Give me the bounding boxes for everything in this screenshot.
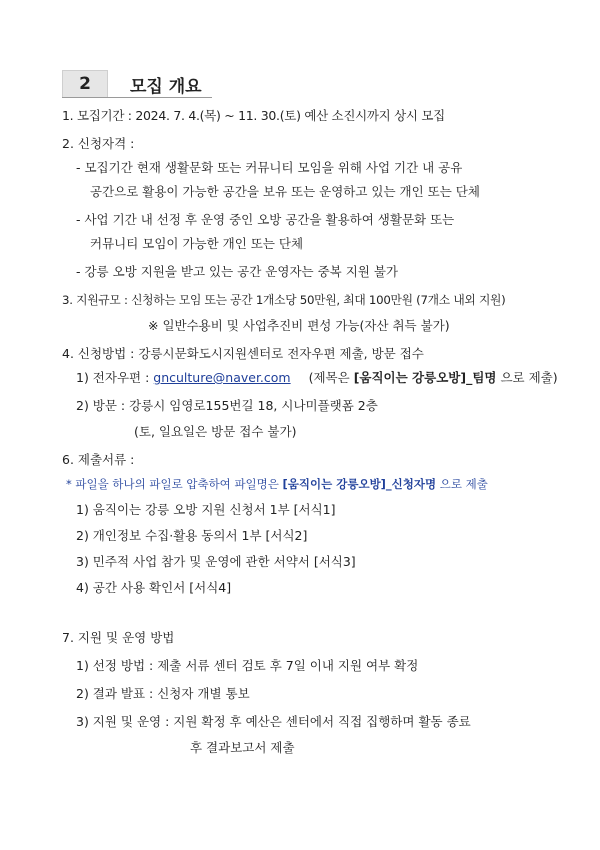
- documents-heading: 6. 제출서류 :: [62, 452, 135, 467]
- eligibility-bullet-2-line-1: - 사업 기간 내 선정 후 운영 중인 오방 공간을 활용하여 생활문화 또는: [76, 212, 455, 227]
- document-item-3: 3) 민주적 사업 참가 및 운영에 관한 서약서 [서식3]: [76, 554, 356, 569]
- email-label: 1) 전자우편 :: [76, 370, 154, 385]
- visit-submission: 2) 방문 : 강릉시 임영로155번길 18, 시나미플랫폼 2층: [76, 398, 378, 413]
- documents-note-post: 으로 제출: [436, 477, 488, 491]
- support-scale-note: ※ 일반수용비 및 사업추진비 편성 가능(자산 취득 불가): [148, 318, 450, 333]
- eligibility-heading: 2. 신청자격 :: [62, 136, 135, 151]
- email-subject-post: 으로 제출): [496, 370, 558, 385]
- documents-note-pre: * 파일을 하나의 파일로 압축하여 파일명은: [66, 477, 283, 491]
- selection-method: 1) 선정 방법 : 제출 서류 센터 검토 후 7일 이내 지원 여부 확정: [76, 658, 419, 673]
- document-item-1: 1) 움직이는 강릉 오방 지원 신청서 1부 [서식1]: [76, 502, 336, 517]
- eligibility-bullet-1-line-2: 공간으로 활용이 가능한 공간을 보유 또는 운영하고 있는 개인 또는 단체: [90, 184, 480, 199]
- support-operation-line-2: 후 결과보고서 제출: [190, 740, 295, 755]
- result-announcement: 2) 결과 발표 : 신청자 개별 통보: [76, 686, 250, 701]
- email-link[interactable]: gnculture@naver.com: [153, 370, 291, 385]
- recruit-period: 1. 모집기간 : 2024. 7. 4.(목) ~ 11. 30.(토) 예산 소진시까지 상시 모집: [62, 108, 445, 123]
- support-operation-heading: 7. 지원 및 운영 방법: [62, 630, 175, 645]
- email-subject-format: [움직이는 강릉오방]_팀명: [353, 370, 497, 385]
- section-divider: [62, 97, 212, 98]
- visit-note: (토, 일요일은 방문 접수 불가): [134, 424, 297, 439]
- eligibility-bullet-1-line-1: - 모집기간 현재 생활문화 또는 커뮤니티 모임을 위해 사업 기간 내 공유: [76, 160, 463, 175]
- document-item-2: 2) 개인정보 수집·활용 동의서 1부 [서식2]: [76, 528, 308, 543]
- documents-note: [66, 476, 488, 492]
- email-subject-pre: (제목은: [308, 370, 354, 385]
- documents-filename-format: [움직이는 강릉오방]_신청자명: [282, 477, 437, 491]
- eligibility-bullet-3: - 강릉 오방 지원을 받고 있는 공간 운영자는 중복 지원 불가: [76, 264, 398, 279]
- document-item-4: 4) 공간 사용 확인서 [서식4]: [76, 580, 232, 595]
- section-header: [62, 70, 212, 98]
- eligibility-bullet-2-line-2: 커뮤니티 모임이 가능한 개인 또는 단체: [90, 236, 304, 251]
- email-submission: [76, 370, 558, 386]
- section-number: 2: [62, 70, 108, 98]
- support-scale: 3. 지원규모 : 신청하는 모임 또는 공간 1개소당 50만원, 최대 100만원 (7개소 내외 지원): [62, 293, 506, 307]
- section-title: 모집 개요: [130, 77, 202, 97]
- application-method-heading: 4. 신청방법 : 강릉시문화도시지원센터로 전자우편 제출, 방문 접수: [62, 346, 424, 361]
- support-operation-line-1: 3) 지원 및 운영 : 지원 확정 후 예산은 센터에서 직접 집행하며 활동 종료: [76, 714, 471, 729]
